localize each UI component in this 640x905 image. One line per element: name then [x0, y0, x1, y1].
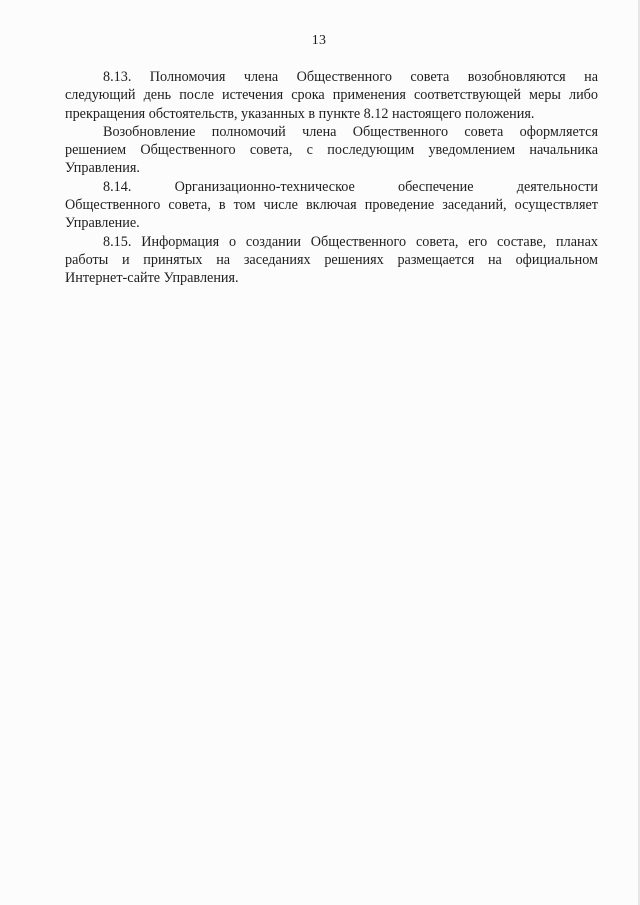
- paragraph-line: следующий день после истечения срока применения соответствующей меры либо: [65, 87, 598, 104]
- paragraph-line: 8.13. Полномочия члена Общественного совета возобновляются на: [103, 69, 598, 85]
- paragraph-line: Управления.: [65, 160, 140, 177]
- paragraph-line: Интернет-сайте Управления.: [65, 270, 239, 287]
- paragraph-line: работы и принятых на заседаниях решениях размещается на официальном: [65, 251, 598, 268]
- paragraph-line: 8.14. Организационно-техническое обеспечение деятельности: [103, 178, 598, 195]
- document-body: [65, 68, 598, 288]
- paragraph-line: Возобновление полномочий члена Общественного совета оформляется: [103, 123, 598, 140]
- paragraph-line: решением Общественного совета, с последующим уведомлением начальника: [65, 142, 598, 159]
- paragraph-8-14: [65, 178, 598, 233]
- paragraph-8-13: [65, 68, 598, 123]
- paragraph-renewal: [65, 123, 598, 178]
- paragraph-line: 8.15. Информация о создании Общественного совета, его составе, планах: [103, 233, 598, 250]
- paragraph-8-15: [65, 233, 598, 288]
- page-number: 13: [311, 33, 327, 48]
- paragraph-line: прекращения обстоятельств, указанных в пункте 8.12 настоящего положения.: [65, 105, 535, 122]
- paragraph-line: Общественного совета, в том числе включая проведение заседаний, осуществляет: [65, 197, 598, 214]
- paragraph-line: Управление.: [65, 215, 140, 232]
